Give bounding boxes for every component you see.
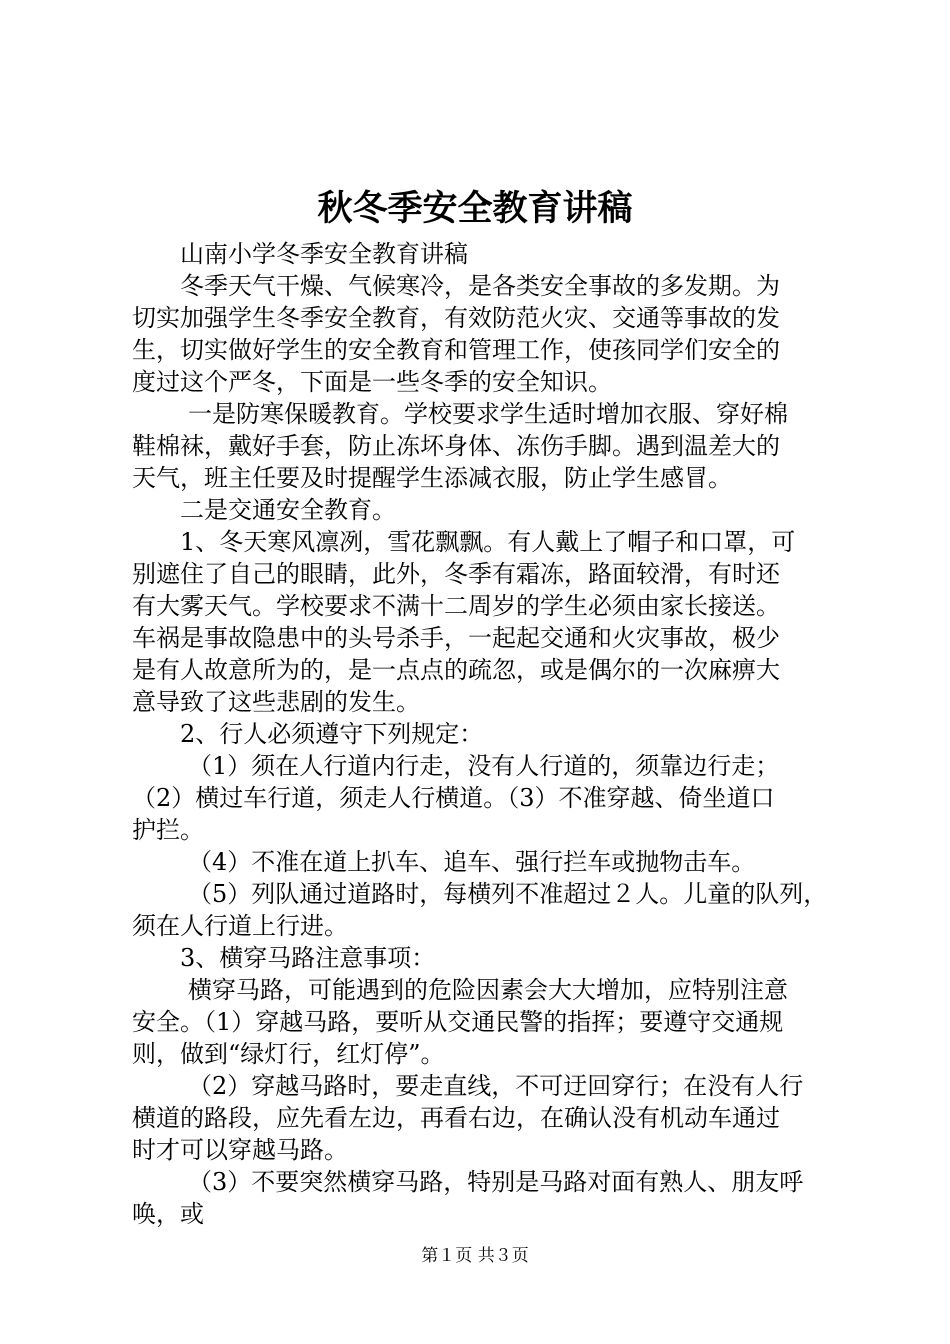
text-line: 山南小学冬季安全教育讲稿 bbox=[180, 240, 468, 268]
text-line: 度过这个严冬，下面是一些冬季的安全知识。 bbox=[132, 368, 612, 396]
text-line: 鞋棉袜，戴好手套，防止冻坏身体、冻伤手脚。遇到温差大的 bbox=[132, 432, 780, 460]
text-line: 天气，班主任要及时提醒学生添减衣服，防止学生感冒。 bbox=[132, 464, 732, 492]
text-line: 3、横穿马路注意事项： bbox=[180, 944, 436, 972]
text-line: 唤，或 bbox=[132, 1200, 204, 1228]
text-line: （3）不要突然横穿马路，特别是马路对面有熟人、朋友呼 bbox=[188, 1168, 804, 1196]
text-line: 冬季天气干燥、气候寒冷，是各类安全事故的多发期。为 bbox=[180, 272, 780, 300]
text-line: （5）列队通过道路时，每横列不准超过２人。儿童的队列， bbox=[188, 880, 828, 908]
text-line: 时才可以穿越马路。 bbox=[132, 1136, 348, 1164]
text-line: 横穿马路，可能遇到的危险因素会大大增加，应特别注意 bbox=[188, 976, 788, 1004]
text-line: 横道的路段，应先看左边，再看右边，在确认没有机动车通过 bbox=[132, 1104, 780, 1132]
text-line: （2）横过车行道，须走人行横道。（3）不准穿越、倚坐道口 bbox=[132, 784, 775, 812]
document-body bbox=[132, 238, 832, 1230]
text-line: 生，切实做好学生的安全教育和管理工作，使孩同学们安全的 bbox=[132, 336, 780, 364]
text-line: 1、冬天寒风凛冽，雪花飘飘。有人戴上了帽子和口罩，可 bbox=[180, 528, 796, 556]
text-line: 意导致了这些悲剧的发生。 bbox=[132, 688, 420, 716]
text-line: 2、行人必须遵守下列规定： bbox=[180, 720, 484, 748]
text-line: （2）穿越马路时，要走直线，不可迂回穿行；在没有人行 bbox=[188, 1072, 804, 1100]
text-line: 是有人故意所为的，是一点点的疏忽，或是偶尔的一次麻痹大 bbox=[132, 656, 780, 684]
text-line: 一是防寒保暖教育。学校要求学生适时增加衣服、穿好棉 bbox=[188, 400, 788, 428]
document-title: 秋冬季安全教育讲稿 bbox=[317, 188, 633, 229]
text-line: 安全。（1）穿越马路，要听从交通民警的指挥；要遵守交通规 bbox=[132, 1008, 784, 1036]
text-line: 须在人行道上行进。 bbox=[132, 912, 348, 940]
text-line: 别遮住了自己的眼睛，此外，冬季有霜冻，路面较滑，有时还 bbox=[132, 560, 780, 588]
text-line: （4）不准在道上扒车、追车、强行拦车或抛物击车。 bbox=[188, 848, 756, 876]
text-line: 二是交通安全教育。 bbox=[180, 496, 396, 524]
text-line: （1）须在人行道内行走，没有人行道的，须靠边行走； bbox=[188, 752, 780, 780]
text-line: 护拦。 bbox=[132, 816, 204, 844]
page-footer: 第１页 共３页 bbox=[421, 1246, 529, 1266]
text-line: 则，做到“绿灯行，红灯停”。 bbox=[132, 1040, 445, 1068]
text-line: 有大雾天气。学校要求不满十二周岁的学生必须由家长接送。 bbox=[132, 592, 780, 620]
text-line: 车祸是事故隐患中的头号杀手，一起起交通和火灾事故，极少 bbox=[132, 624, 780, 652]
text-line: 切实加强学生冬季安全教育，有效防范火灾、交通等事故的发 bbox=[132, 304, 780, 332]
